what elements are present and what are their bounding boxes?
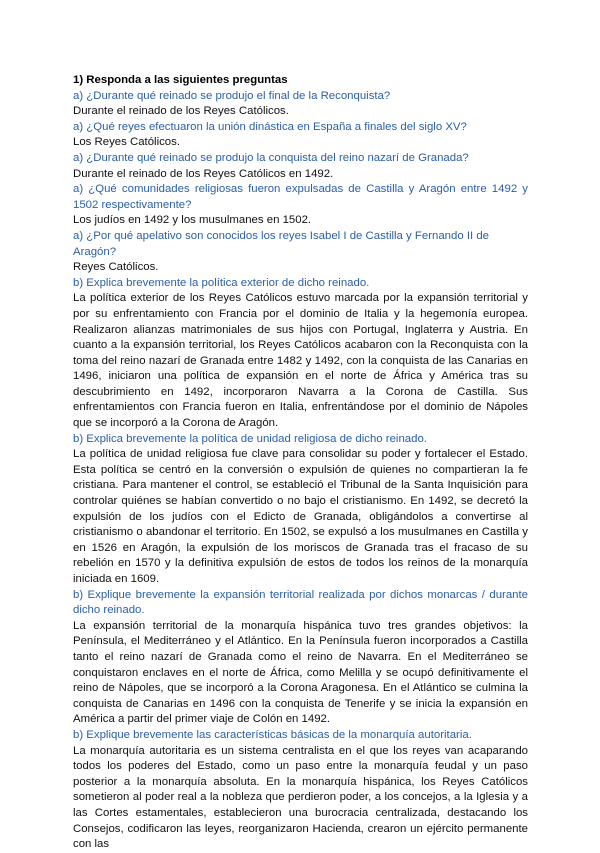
question-7: b) Explica brevemente la política de unidad religiosa de dicho reinado.: [73, 432, 427, 445]
answer-7: La política de unidad religiosa fue clave para consolidar su poder y fortalecer el Estado. Esta política se centró en la conversión o expulsión de quienes no compartieran la fe cristiana. Para mantener el control, se estableció el Tribunal de la Santa Inquisición para controlar quiénes se habían convertido o no bajo el cristianismo. En 1492, se decretó la expulsión de los judíos con el Edicto de Granada, obligándolos a convertirse al cristianismo o abandonar el territorio. En 1502, se expulsó a los musulmanes en Castilla y en 1526 en Aragón, la expulsión de los moriscos de Granada tras el fracaso de su rebelión en 1570 y la definitiva expulsión de estos de todos los reinos de la monarquía iniciada en 1609.: [73, 448, 528, 585]
question-8: b) Explique brevemente la expansión territorial realizada por dichos monarcas / durante dicho reinado.: [73, 588, 528, 617]
question-1: a) ¿Durante qué reinado se produjo el final de la Reconquista?: [73, 89, 391, 102]
section-heading: 1) Responda a las siguientes preguntas: [73, 74, 288, 86]
answer-5: Reyes Católicos.: [73, 261, 159, 274]
answer-4: Los judíos en 1492 y los musulmanes en 1502.: [73, 214, 312, 227]
question-4: a) ¿Qué comunidades religiosas fueron expulsadas de Castilla y Aragón entre 1492 y 1502 respectivamente?: [73, 183, 528, 211]
answer-3: Durante el reinado de los Reyes Católicos en 1492.: [73, 167, 334, 180]
question-9: b) Explique brevemente las características básicas de la monarquía autoritaria.: [73, 728, 472, 741]
question-6: b) Explica brevemente la política exterior de dicho reinado.: [73, 276, 370, 289]
question-2: a) ¿Qué reyes efectuaron la unión dinástica en España a finales del siglo XV?: [73, 120, 467, 133]
answer-9: La monarquía autoritaria es un sistema centralista en el que los reyes van acaparando todos los poderes del Estado, como un paso entre la monarquía feudal y un paso posterior a la monarquía absoluta. En la monarquía hispánica, los Reyes Católicos sometieron al poder real a la nobleza que perdieron poder, a los concejos, a la Iglesia y a las Cortes estamentales, establecieron una burocracia centralizada, destacando los Consejos, codificaron las leyes, reorganizaron Hacienda, crearon un ejército permanente con las: [73, 744, 528, 851]
question-3: a) ¿Durante qué reinado se produjo la conquista del reino nazarí de Granada?: [73, 151, 469, 164]
answer-1: Durante el reinado de los Reyes Católicos.: [73, 105, 289, 118]
answer-2: Los Reyes Católicos.: [73, 136, 180, 149]
answer-8: La expansión territorial de la monarquía hispánica tuvo tres grandes objetivos: la Península, el Mediterráneo y el Atlántico. En la Península fueron incorporados a Castilla tanto el reino nazarí de Granada como el reino de Navarra. En el Mediterráneo se conquistaron enclaves en el norte de África, como Melilla y se ocupó definitivamente el reino de Nápoles, que se incorporó a la Corona Aragonesa. En el Atlántico se culmina la conquista de Canarias en 1496 con la conquista de Tenerife y se inicia la expansión en América a partir del primer viaje de Colón en 1492.: [73, 619, 528, 726]
question-5: a) ¿Por qué apelativo son conocidos los reyes Isabel I de Castilla y Fernando II de Aragón?: [73, 229, 489, 258]
answer-6: La política exterior de los Reyes Católicos estuvo marcada por la expansión territorial y por su enfrentamiento con Francia por el dominio de Italia y la hegemonía europea. Realizaron alianzas matrimoniales de sus hijos con Portugal, Inglaterra y Austria. En cuanto a la expansión territorial, los Reyes Católicos acabaron con la Reconquista con la toma del reino nazarí de Granada entre 1482 y 1492, con la conquista de las Canarias en 1496, iniciaron una política de expansión en el norte de África y América tras su descubrimiento en 1492, incorporaron Navarra a la Corona de Castilla. Sus enfrentamientos con Francia fueron en Italia, enfrentándose por el dominio de Nápoles que se incorporó a la Corona de Aragón.: [73, 292, 528, 430]
